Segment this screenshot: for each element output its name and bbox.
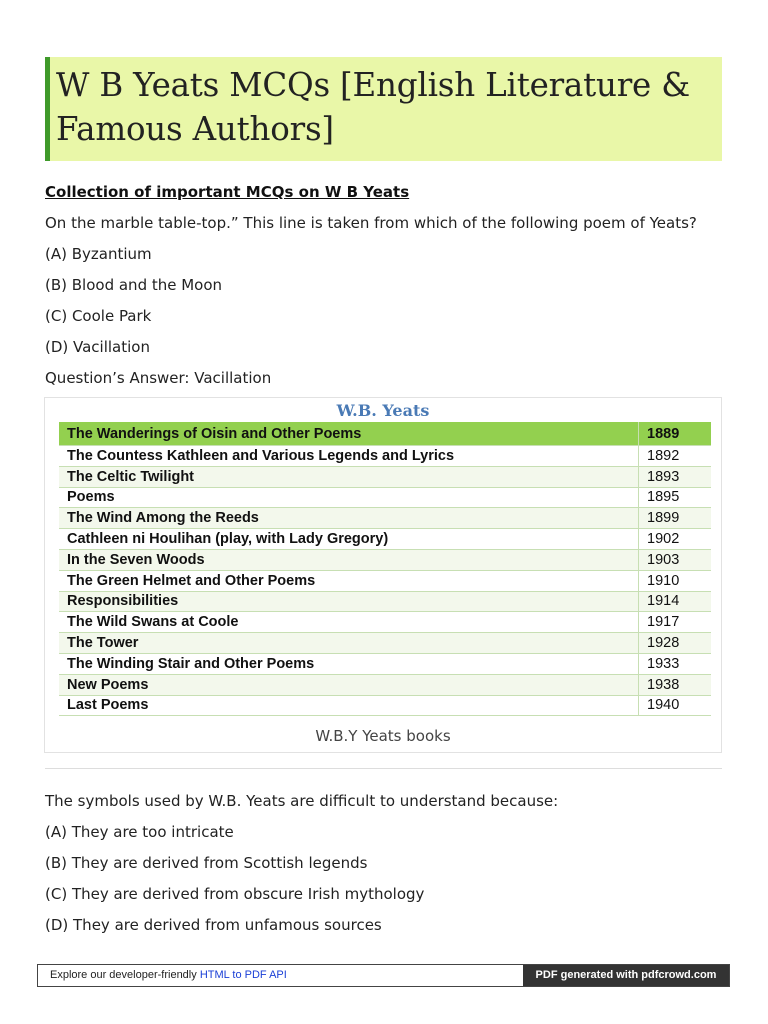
table-row — [59, 695, 711, 716]
book-year: 1889 — [639, 422, 712, 446]
table-row — [59, 446, 711, 467]
q2-option-c: (C) They are derived from obscure Irish mythology — [45, 885, 425, 903]
q1-option-b: (B) Blood and the Moon — [45, 276, 223, 294]
q2-option-d: (D) They are derived from unfamous sources — [45, 916, 382, 934]
book-title: The Wanderings of Oisin and Other Poems — [59, 422, 639, 446]
pdfcrowd-badge[interactable]: PDF generated with pdfcrowd.com — [523, 965, 729, 986]
book-title: The Tower — [59, 633, 639, 654]
book-title: In the Seven Woods — [59, 549, 639, 570]
book-title: Last Poems — [59, 695, 639, 716]
figure-caption: W.B.Y Yeats books — [315, 727, 451, 745]
book-year: 1938 — [639, 674, 712, 695]
figure-title: W.B. Yeats — [336, 401, 430, 420]
q1-option-a: (A) Byzantium — [45, 245, 152, 263]
pdf-footer — [37, 964, 730, 987]
book-title: Cathleen ni Houlihan (play, with Lady Gregory) — [59, 529, 639, 550]
yeats-books-figure — [44, 397, 722, 753]
page-title: W B Yeats MCQs [English Literature & Famous Authors] — [56, 66, 690, 148]
table-row — [59, 529, 711, 550]
book-title: New Poems — [59, 674, 639, 695]
q1-answer: Question’s Answer: Vacillation — [45, 369, 272, 387]
book-year: 1903 — [639, 549, 712, 570]
html-to-pdf-link[interactable]: HTML to PDF API — [199, 969, 287, 981]
book-title: The Green Helmet and Other Poems — [59, 570, 639, 591]
book-year: 1940 — [639, 695, 712, 716]
book-year: 1910 — [639, 570, 712, 591]
table-row — [59, 591, 711, 612]
book-year: 1902 — [639, 529, 712, 550]
table-row — [59, 612, 711, 633]
book-title: The Winding Stair and Other Poems — [59, 653, 639, 674]
table-row — [59, 487, 711, 508]
book-year: 1928 — [639, 633, 712, 654]
title-banner — [45, 57, 722, 161]
question-1: On the marble table-top.” This line is taken from which of the following poem of Yeats? — [45, 214, 697, 232]
table-row — [59, 674, 711, 695]
book-year: 1892 — [639, 446, 712, 467]
table-row — [59, 633, 711, 654]
book-year: 1917 — [639, 612, 712, 633]
table-row — [59, 466, 711, 487]
section-subtitle: Collection of important MCQs on W B Yeats — [45, 183, 410, 201]
book-year: 1899 — [639, 508, 712, 529]
q2-option-b: (B) They are derived from Scottish legends — [45, 854, 368, 872]
book-title: The Countess Kathleen and Various Legends and Lyrics — [59, 446, 639, 467]
book-title: Responsibilities — [59, 591, 639, 612]
book-title: The Celtic Twilight — [59, 466, 639, 487]
table-row — [59, 570, 711, 591]
table-row — [59, 653, 711, 674]
table-row — [59, 422, 711, 446]
q1-option-c: (C) Coole Park — [45, 307, 152, 325]
q1-option-d: (D) Vacillation — [45, 338, 150, 356]
book-title: The Wild Swans at Coole — [59, 612, 639, 633]
q2-option-a: (A) They are too intricate — [45, 823, 234, 841]
book-year: 1914 — [639, 591, 712, 612]
question-2: The symbols used by W.B. Yeats are difficult to understand because: — [45, 792, 559, 810]
table-row — [59, 549, 711, 570]
footer-text: Explore our developer-friendly — [50, 969, 200, 981]
book-year: 1893 — [639, 466, 712, 487]
books-table — [59, 422, 711, 716]
book-title: Poems — [59, 487, 639, 508]
book-year: 1895 — [639, 487, 712, 508]
book-year: 1933 — [639, 653, 712, 674]
footer-left — [38, 965, 523, 986]
book-title: The Wind Among the Reeds — [59, 508, 639, 529]
table-row — [59, 508, 711, 529]
divider — [45, 768, 722, 769]
